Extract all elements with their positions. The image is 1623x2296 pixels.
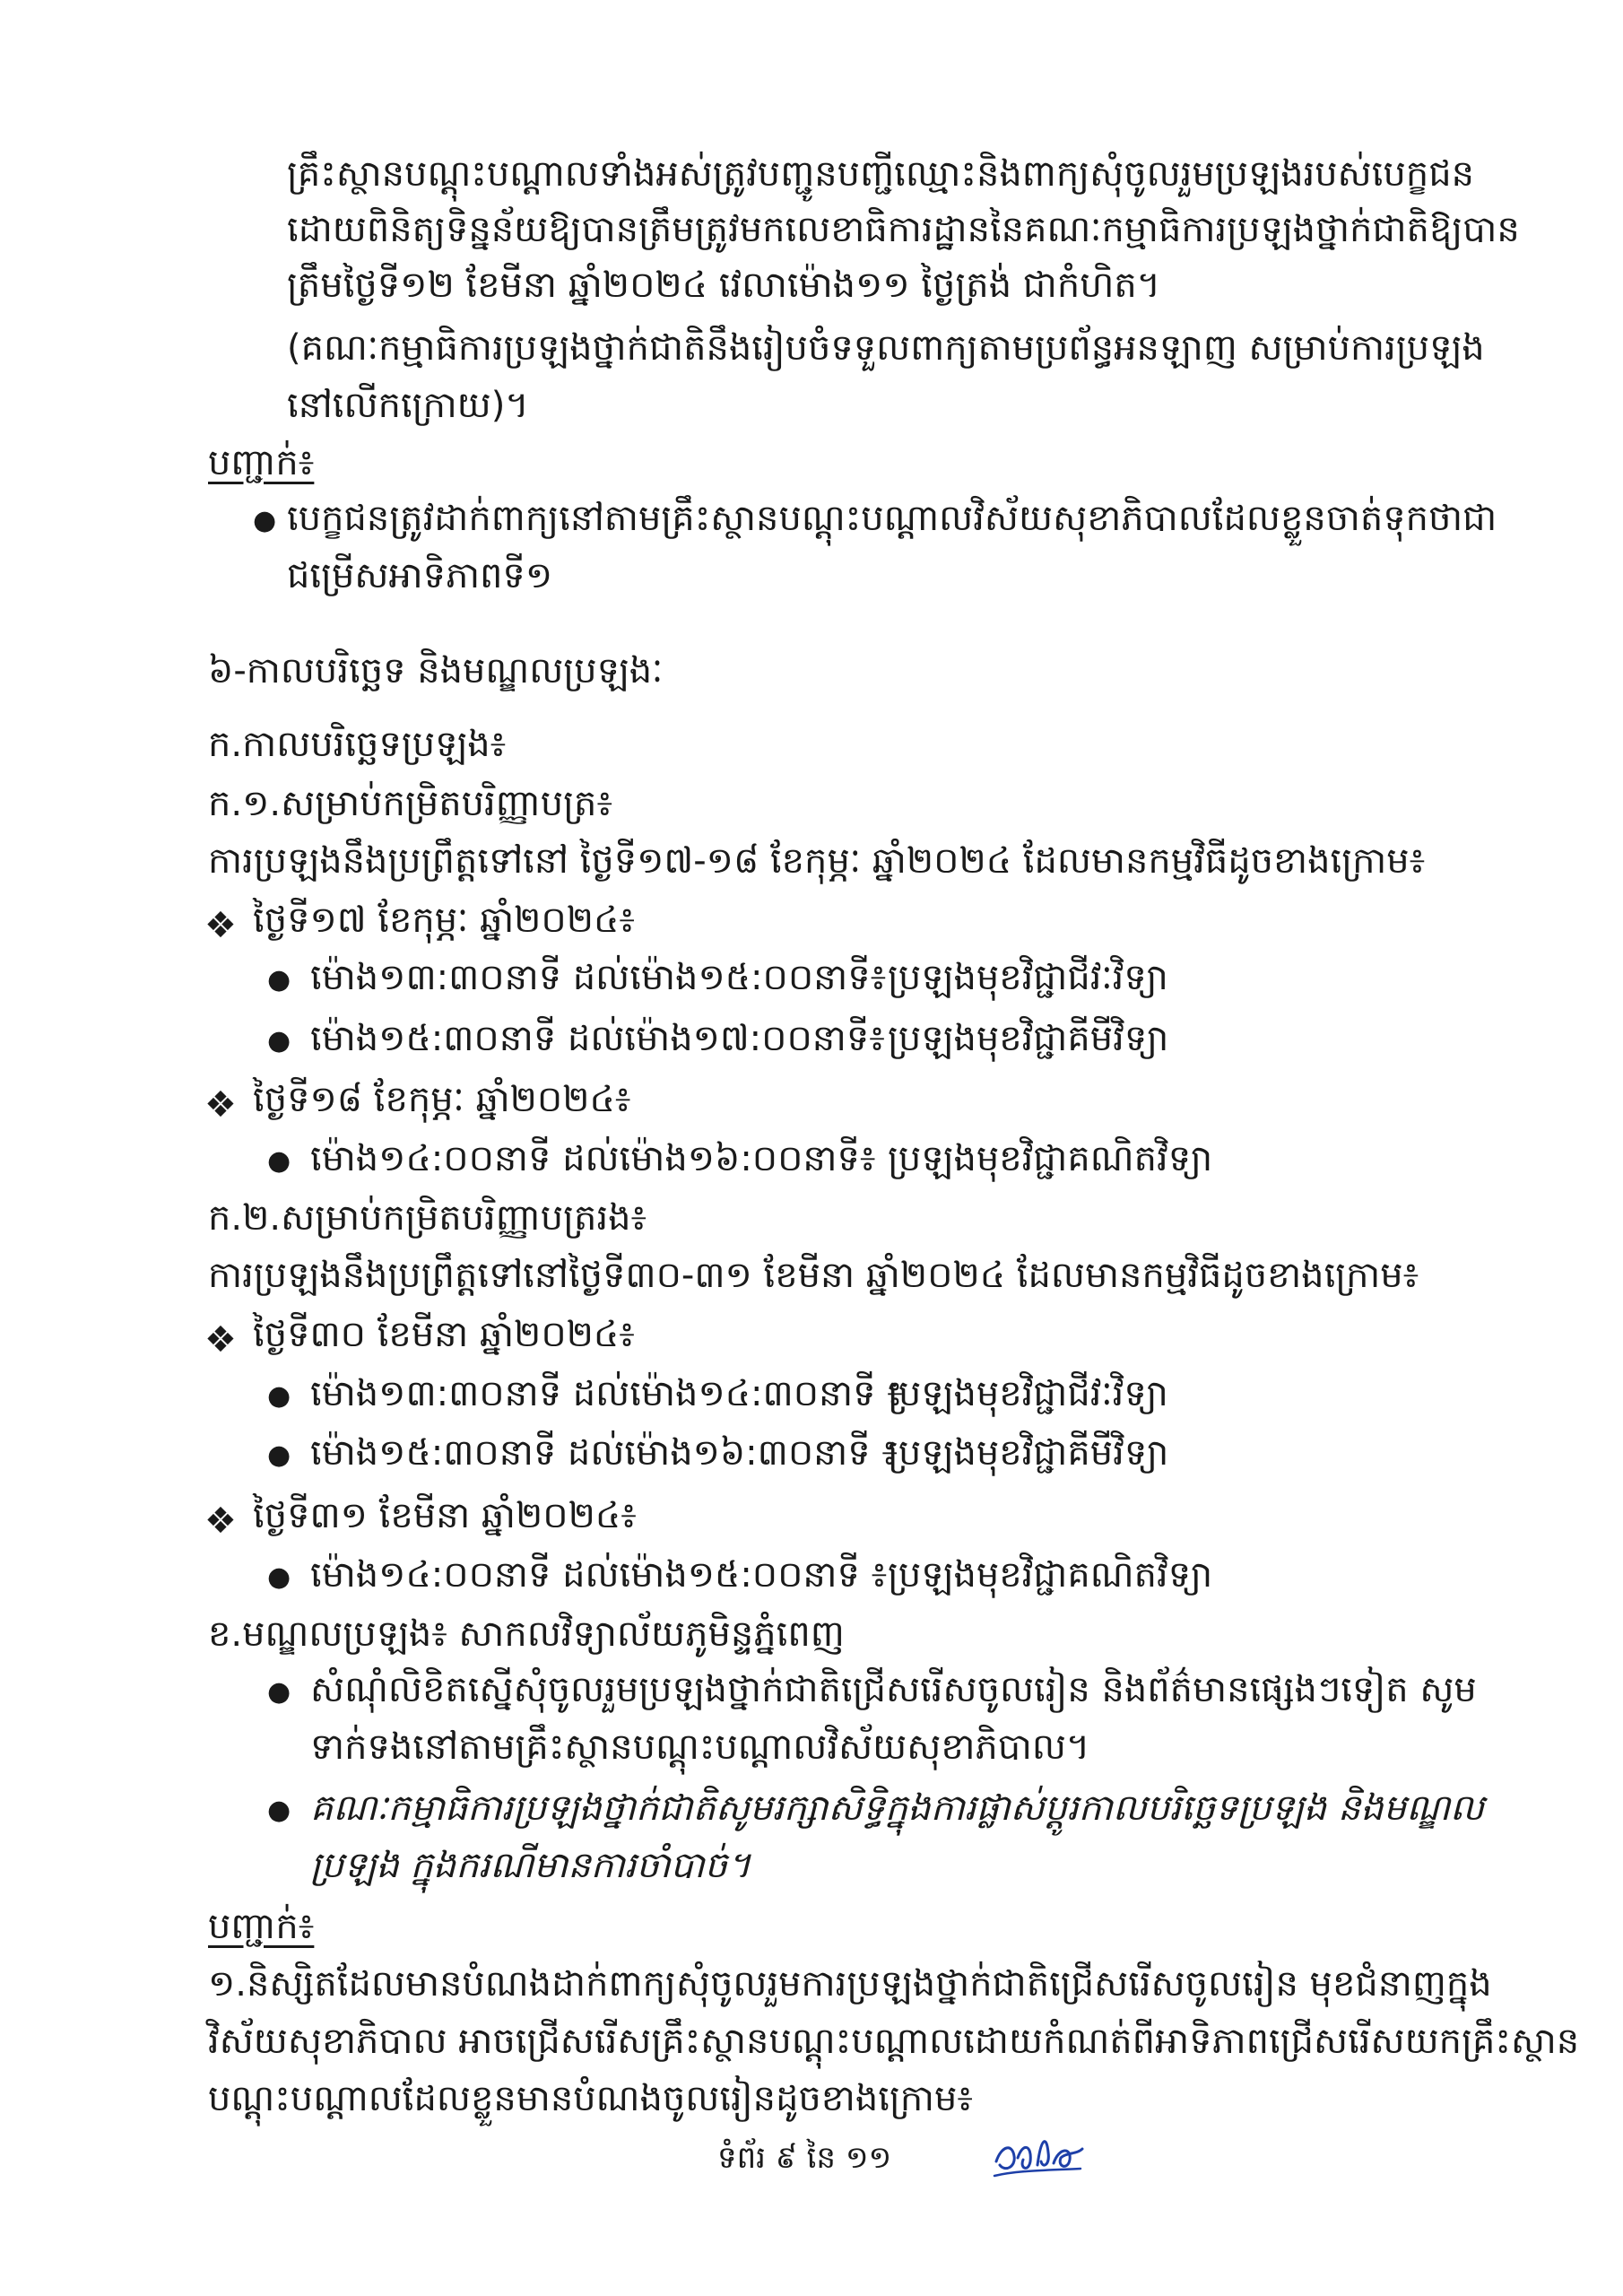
a1-day1-session2-time: ម៉ោង១៥:៣០នាទី ដល់ម៉ោង១៧:០០នាទី៖ — [310, 1018, 885, 1059]
a2-day1-heading: ថ្ងៃទី៣០ ខែមីនា ឆ្នាំ២០២៤៖ — [253, 1314, 635, 1355]
handwritten-initials-icon — [991, 2126, 1089, 2188]
a1-day2-heading: ថ្ងៃទី១៨ ខែកុម្ភៈ ឆ្នាំ២០២៤៖ — [253, 1079, 631, 1120]
a1-day1-session2-subject: ប្រឡងមុខវិជ្ជាគីមីវិទ្យា — [888, 1018, 1169, 1059]
section-a-title: ក.កាលបរិច្ឆេទប្រឡង៖ — [208, 724, 507, 765]
intro-line-1: គ្រឹះស្ថានបណ្ដុះបណ្ដាលទាំងអស់ត្រូវបញ្ជូនបញ្ជីឈ្មោះនិងពាក្យសុំចូលរួមប្រឡងរបស់បេក្ខជន — [287, 153, 1475, 195]
a2-day1-session2-time: ម៉ោង១៥:៣០នាទី ដល់ម៉ោង១៦:៣០នាទី ៖ — [310, 1432, 898, 1474]
intro-line-5: នៅលើកក្រោយ)។ — [287, 385, 529, 426]
bullet-icon: ● — [267, 1145, 291, 1177]
section-a2-title: ក.២.សម្រាប់កម្រិតបរិញ្ញាបត្ររង៖ — [208, 1197, 647, 1239]
bullet-icon: ● — [267, 1795, 291, 1826]
diamond-bullet-icon: ❖ — [204, 905, 237, 946]
note-title: បញ្ជាក់៖ — [208, 442, 315, 483]
a1-day2-session1-subject: ប្រឡងមុខវិជ្ជាគណិតវិទ្យា — [888, 1138, 1213, 1179]
bullet-icon: ● — [267, 1025, 291, 1057]
bullet-icon: ● — [267, 1380, 291, 1412]
note2-para-line-1: ១.និស្សិតដែលមានបំណងដាក់ពាក្យសុំចូលរួមការប្រឡងថ្នាក់ជាតិជ្រើសរើសចូលរៀន មុខជំនាញក្នុង — [208, 1963, 1492, 2005]
section-b-title: ខ.មណ្ឌលប្រឡង៖ សាកលវិទ្យាល័យភូមិន្ទភ្នំពេញ — [208, 1613, 845, 1655]
diamond-bullet-icon: ❖ — [204, 1084, 237, 1126]
a1-day1-session1-time: ម៉ោង១៣:៣០នាទី ដល់ម៉ោង១៥:០០នាទី៖ — [310, 957, 887, 998]
page-number: ទំព័រ ៩ នៃ ១១ — [717, 2140, 892, 2176]
a2-day1-session1-time: ម៉ោង១៣:៣០នាទី ដល់ម៉ោង១៤:៣០នាទី ៖ — [310, 1373, 903, 1414]
a1-day2-session1-time: ម៉ោង១៤:០០នាទី ដល់ម៉ោង១៦:០០នាទី៖ — [310, 1138, 876, 1179]
section-b-bullet1-line-2: ទាក់ទងនៅតាមគ្រឹះស្ថានបណ្ដុះបណ្ដាលវិស័យសុខាភិបាល។ — [310, 1726, 1090, 1768]
section-a1-intro: ការប្រឡងនឹងប្រព្រឹត្តទៅនៅ ថ្ងៃទី១៧-១៨ ខែកុម្ភៈ ឆ្នាំ២០២៤ ដែលមានកម្មវិធីដូចខាងក្រោម៖ — [208, 840, 1426, 882]
a2-day1-session1-subject: ប្រឡងមុខវិជ្ជាជីវៈវិទ្យា — [888, 1373, 1168, 1414]
bullet-icon: ● — [267, 1676, 291, 1708]
intro-line-2: ដោយពិនិត្យទិន្នន័យឱ្យបានត្រឹមត្រូវមកលេខាធិការដ្ឋាននៃគណៈកម្មាធិការប្រឡងថ្នាក់ជាតិឱ្យបាន — [287, 209, 1520, 250]
intro-line-4: (គណៈកម្មាធិការប្រឡងថ្នាក់ជាតិនឹងរៀបចំទទួលពាក្យតាមប្រព័ន្ធអនឡាញ សម្រាប់ការប្រឡង — [287, 327, 1485, 369]
a1-day1-session1-subject: ប្រឡងមុខវិជ្ជាជីវៈវិទ្យា — [888, 957, 1168, 998]
bullet-icon: ● — [253, 505, 277, 536]
note-bullet-line-1: បេក្ខជនត្រូវដាក់ពាក្យនៅតាមគ្រឹះស្ថានបណ្ដុះបណ្ដាលវិស័យសុខាភិបាលដែលខ្លួនចាត់ទុកថាជា — [287, 498, 1497, 539]
a2-day2-heading: ថ្ងៃទី៣១ ខែមីនា ឆ្នាំ២០២៤៖ — [253, 1495, 637, 1536]
section-a2-intro: ការប្រឡងនឹងប្រព្រឹត្តទៅនៅថ្ងៃទី៣០-៣១ ខែមីនា ឆ្នាំ២០២៤ ដែលមានកម្មវិធីដូចខាងក្រោម៖ — [208, 1255, 1419, 1296]
note2-para-line-3: បណ្ដុះបណ្ដាលដែលខ្លួនមានបំណងចូលរៀនដូចខាងក្រោម៖ — [208, 2078, 973, 2119]
a2-day2-session1-time: ម៉ោង១៤:០០នាទី ដល់ម៉ោង១៥:០០នាទី ៖ — [310, 1554, 888, 1596]
section-b-bullet1-line-1: សំណុំលិខិតស្នើសុំចូលរួមប្រឡងថ្នាក់ជាតិជ្រើសរើសចូលរៀន និងព័ត៌មានផ្សេងៗទៀត សូម — [310, 1669, 1477, 1710]
note2-para-line-2: វិស័យសុខាភិបាល អាចជ្រើសរើសគ្រឹះស្ថានបណ្ដុះបណ្ដាលដោយកំណត់ពីអាទិភាពជ្រើសរើសយកគ្រឹះស្ថាន — [208, 2021, 1580, 2062]
bullet-icon: ● — [267, 964, 291, 996]
diamond-bullet-icon: ❖ — [204, 1319, 237, 1361]
bullet-icon: ● — [267, 1561, 291, 1593]
section-b-bullet2-line-1: គណៈកម្មាធិការប្រឡងថ្នាក់ជាតិសូមរក្សាសិទ្ធិក្នុងការផ្លាស់ប្ដូរកាលបរិច្ឆេទប្រឡង និងមណ្ឌល — [310, 1787, 1485, 1829]
a2-day1-session2-subject: ប្រឡងមុខវិជ្ជាគីមីវិទ្យា — [888, 1432, 1169, 1474]
diamond-bullet-icon: ❖ — [204, 1500, 237, 1542]
a2-day2-session1-subject: ប្រឡងមុខវិជ្ជាគណិតវិទ្យា — [888, 1554, 1213, 1596]
section-b-bullet2-line-2: ប្រឡង ក្នុងករណីមានការចាំបាច់។ — [310, 1845, 751, 1886]
note2-title: បញ្ជាក់៖ — [208, 1906, 315, 1947]
bullet-icon: ● — [267, 1439, 291, 1471]
intro-line-3: ត្រឹមថ្ងៃទី១២ ខែមីនា ឆ្នាំ២០២៤ វេលាម៉ោង១១ ថ្ងៃត្រង់ ជាកំហិត។ — [287, 265, 1161, 306]
section-a1-title: ក.១.សម្រាប់កម្រិតបរិញ្ញាបត្រ៖ — [208, 783, 613, 824]
section-6-title: ៦-កាលបរិច្ឆេទ និងមណ្ឌលប្រឡងៈ — [208, 650, 664, 691]
note-bullet-line-2: ជម្រើសអាទិភាពទី១ — [287, 555, 553, 596]
a1-day1-heading: ថ្ងៃទី១៧ ខែកុម្ភៈ ឆ្នាំ២០២៤៖ — [253, 900, 635, 941]
